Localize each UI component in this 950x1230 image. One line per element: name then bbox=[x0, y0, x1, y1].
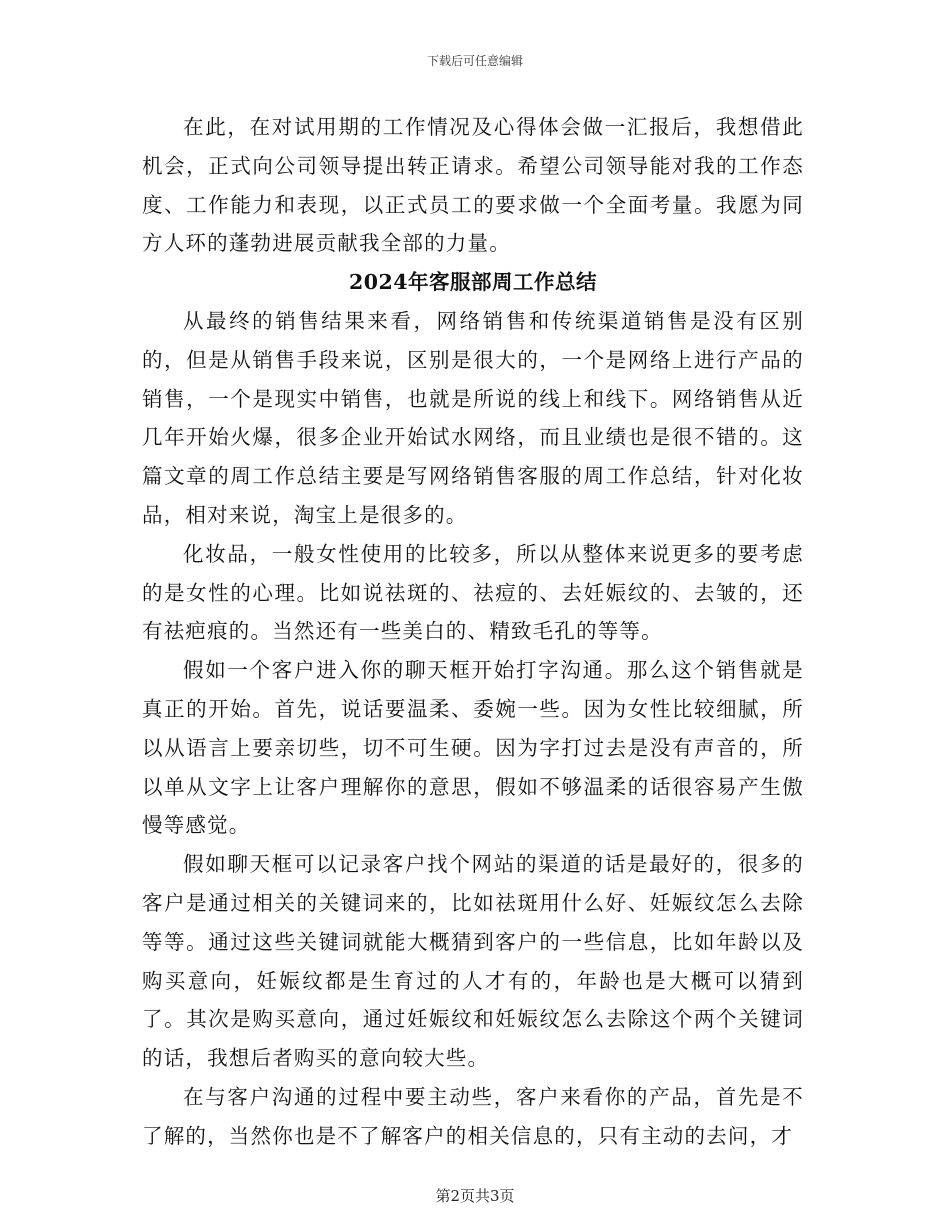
intro-paragraph: 在此，在对试用期的工作情况及心得体会做一汇报后，我想借此机会，正式向公司领导提出转正请求。希望公司领导能对我的工作态度、工作能力和表现，以正式员工的要求做一个全面考量。我愿为同方人环的蓬勃进展贡献我全部的力量。 bbox=[142, 115, 804, 256]
body-paragraph-2: 化妆品，一般女性使用的比较多，所以从整体来说更多的要考虑的是女性的心理。比如说祛斑的、祛痘的、去妊娠纹的、去皱的，还有祛疤痕的。当然还有一些美白的、精致毛孔的等等。 bbox=[142, 541, 804, 644]
document-body bbox=[142, 108, 804, 1156]
body-paragraph-3: 假如一个客户进入你的聊天框开始打字沟通。那么这个销售就是真正的开始。首先，说话要温柔、委婉一些。因为女性比较细腻，所以从语言上要亲切些，切不可生硬。因为字打过去是没有声音的，所以单从文字上让客户理解你的意思，假如不够温柔的话很容易产生傲慢等感觉。 bbox=[142, 658, 804, 838]
page-number-footer: 第2页共3页 bbox=[435, 1187, 515, 1205]
body-paragraph-4: 假如聊天框可以记录客户找个网站的渠道的话是最好的，很多的客户是通过相关的关键词来的，比如祛斑用什么好、妊娠纹怎么去除等等。通过这些关键词就能大概猜到客户的一些信息，比如年龄以及购买意向，妊娠纹都是生育过的人才有的，年龄也是大概可以猜到了。其次是购买意向，通过妊娠纹和妊娠纹怎么去除这个两个关键词的话，我想后者购买的意向较大些。 bbox=[142, 852, 804, 1071]
document-title: 2024年客服部周工作总结 bbox=[348, 270, 598, 295]
body-paragraph-5: 在与客户沟通的过程中要主动些，客户来看你的产品，首先是不了解的，当然你也是不了解客户的相关信息的，只有主动的去问，才 bbox=[142, 1084, 804, 1148]
page-header-note: 下载后可任意编辑 bbox=[426, 54, 523, 68]
body-paragraph-1: 从最终的销售结果来看，网络销售和传统渠道销售是没有区别的，但是从销售手段来说，区别是很大的，一个是网络上进行产品的销售，一个是现实中销售，也就是所说的线上和线下。网络销售从近几年开始火爆，很多企业开始试水网络，而且业绩也是很不错的。这篇文章的周工作总结主要是写网络销售客服的周工作总结，针对化妆品，相对来说，淘宝上是很多的。 bbox=[142, 308, 804, 527]
